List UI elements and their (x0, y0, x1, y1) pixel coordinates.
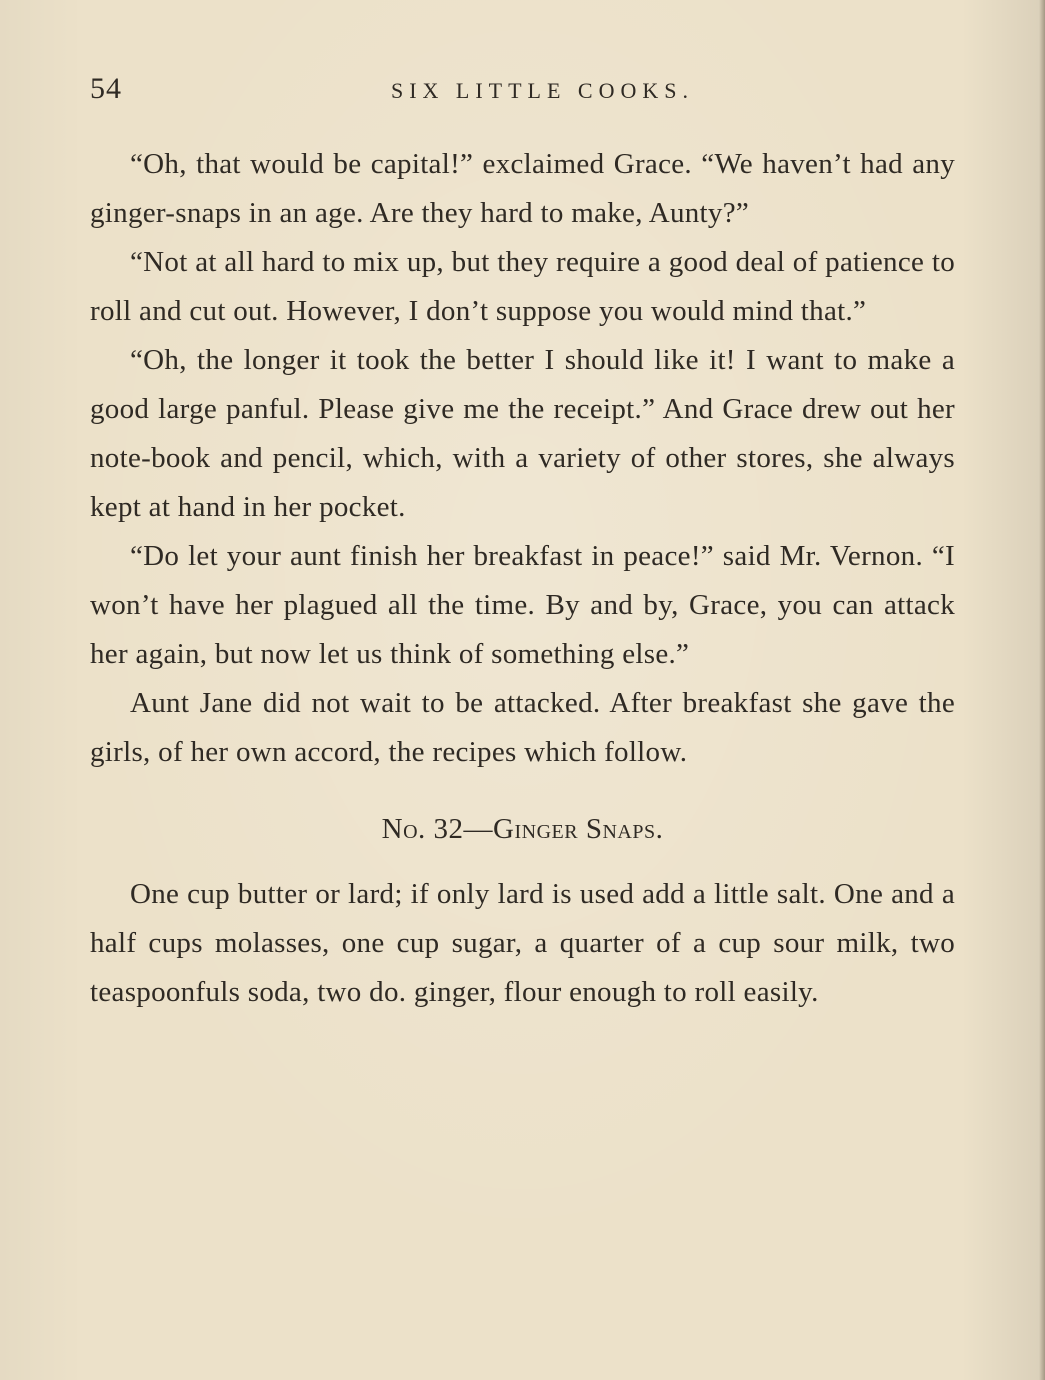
paragraph-4: “Do let your aunt finish her breakfast in peace!” said Mr. Vernon. “I won’t have her plagued all the time. By and by, Grace, you can attack her again, but now let us think of something else.” (90, 540, 955, 670)
paragraph-5: Aunt Jane did not wait to be attacked. After breakfast she gave the girls, of her own accord, the recipes which follow. (90, 687, 955, 768)
paragraph-2: “Not at all hard to mix up, but they require a good deal of patience to roll and cut out. However, I don’t suppose you would mind that.” (90, 246, 955, 327)
page-number: 54 (90, 72, 122, 105)
recipe-body: One cup butter or lard; if only lard is used add a little salt. One and a half cups molasses, one cup sugar, a quarter of a cup sour milk, two teaspoonfuls soda, two do. ginger, flour enough to roll easily. (90, 878, 955, 1008)
recipe-heading: No. 32—Ginger Snaps. (381, 813, 664, 845)
running-title: SIX LITTLE COOKS. (390, 78, 695, 103)
page-header (90, 72, 955, 112)
body-text (90, 140, 955, 1017)
page-edge-shadow (1039, 0, 1045, 1380)
paragraph-1: “Oh, that would be capital!” exclaimed Grace. “We haven’t had any ginger-snaps in an age. Are they hard to make, Aunty?” (90, 148, 955, 229)
paragraph-3: “Oh, the longer it took the better I should like it! I want to make a good large panful. Please give me the receipt.” And Grace drew out her note-book and pencil, which, with a variety of other stores, she always kept at hand in her pocket. (90, 344, 955, 523)
